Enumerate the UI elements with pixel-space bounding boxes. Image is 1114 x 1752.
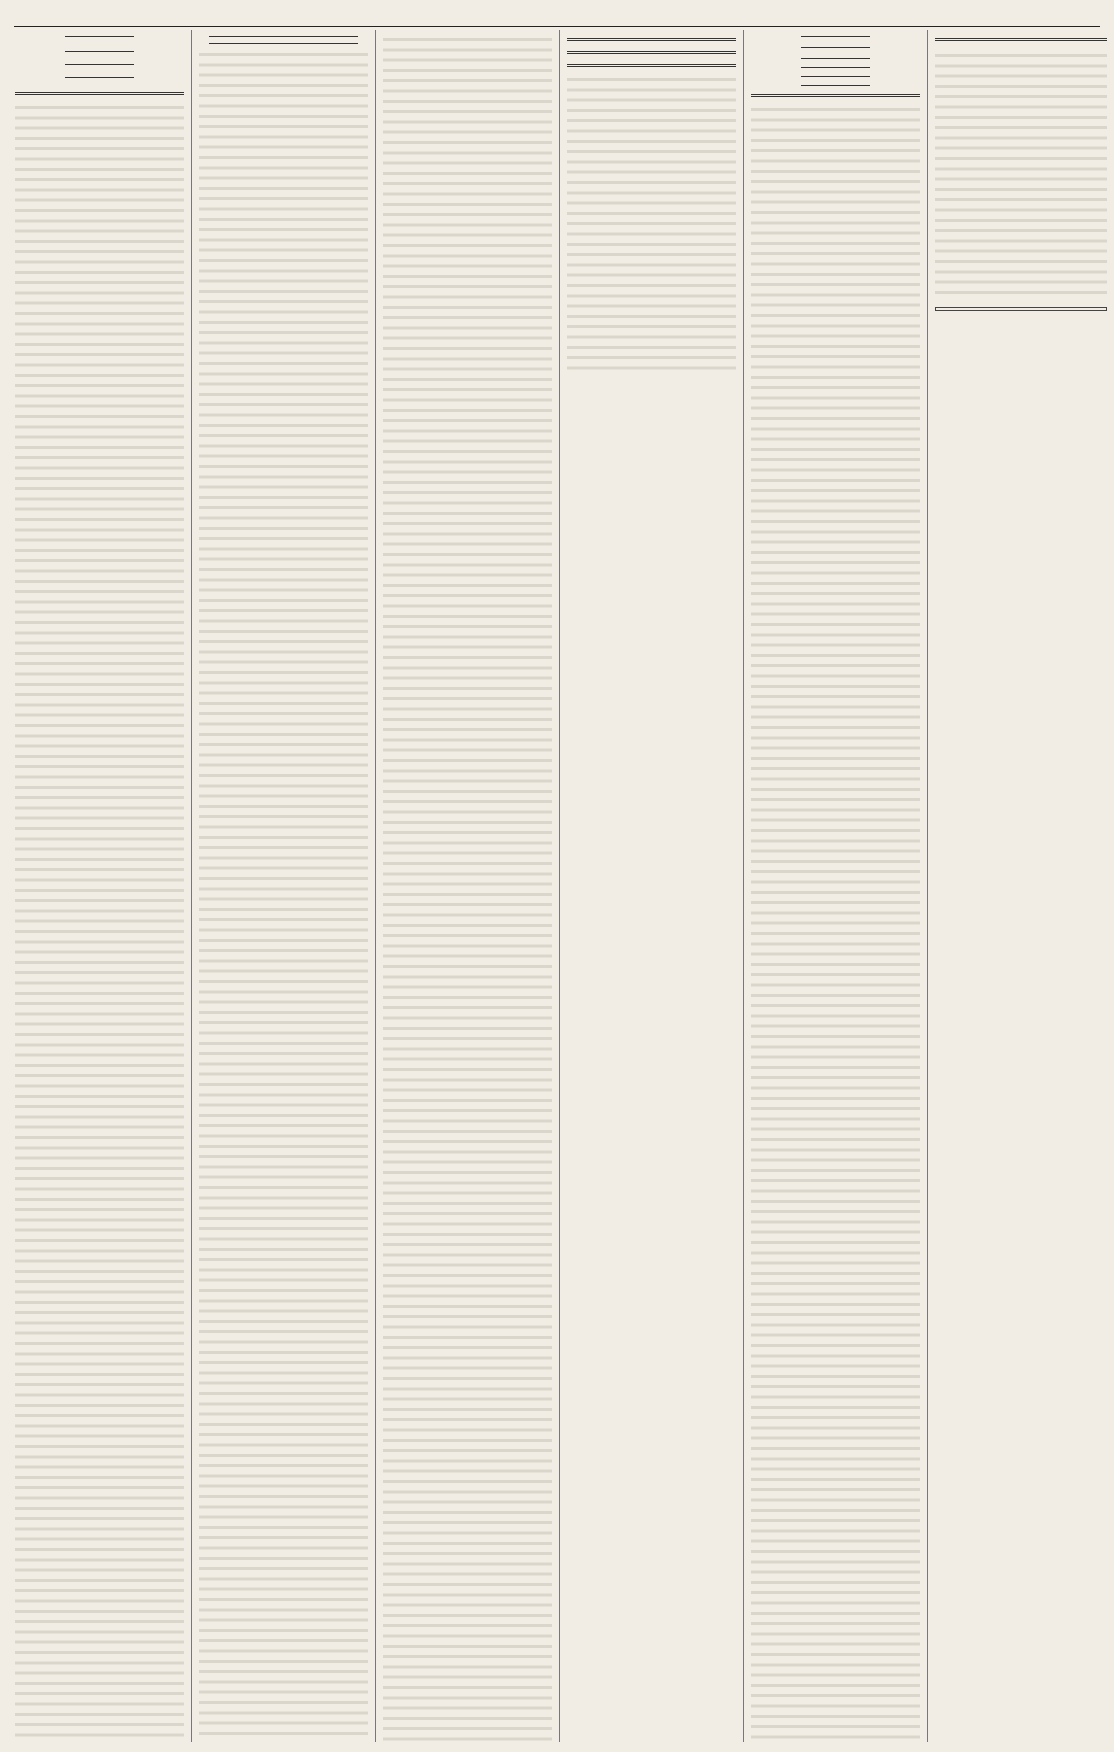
divider xyxy=(567,38,736,41)
text-continuation xyxy=(15,103,184,1742)
masthead xyxy=(14,4,1100,27)
divider xyxy=(567,51,736,54)
divider xyxy=(65,64,134,65)
column-4 xyxy=(560,30,744,1742)
divider xyxy=(751,94,920,97)
divider xyxy=(15,92,184,95)
divider xyxy=(801,85,870,86)
text-continuation xyxy=(751,105,920,1742)
divider xyxy=(801,47,870,48)
column-5 xyxy=(744,30,928,1742)
column-1 xyxy=(8,30,192,1742)
divider xyxy=(65,36,134,37)
text-continuation xyxy=(383,35,552,1742)
divider xyxy=(935,38,1107,41)
column-2 xyxy=(192,30,376,1742)
divider xyxy=(801,76,870,77)
divider xyxy=(567,64,736,67)
column-3 xyxy=(376,30,560,1742)
advertisement xyxy=(935,307,1107,311)
column-6 xyxy=(928,30,1114,1742)
divider xyxy=(209,36,358,37)
divider xyxy=(209,43,358,44)
divider xyxy=(65,77,134,78)
text-continuation xyxy=(935,51,1107,301)
text-continuation xyxy=(199,50,368,1742)
divider xyxy=(801,58,870,59)
divider xyxy=(801,36,870,37)
divider xyxy=(801,67,870,68)
divider xyxy=(65,51,134,52)
text-continuation xyxy=(567,75,736,375)
